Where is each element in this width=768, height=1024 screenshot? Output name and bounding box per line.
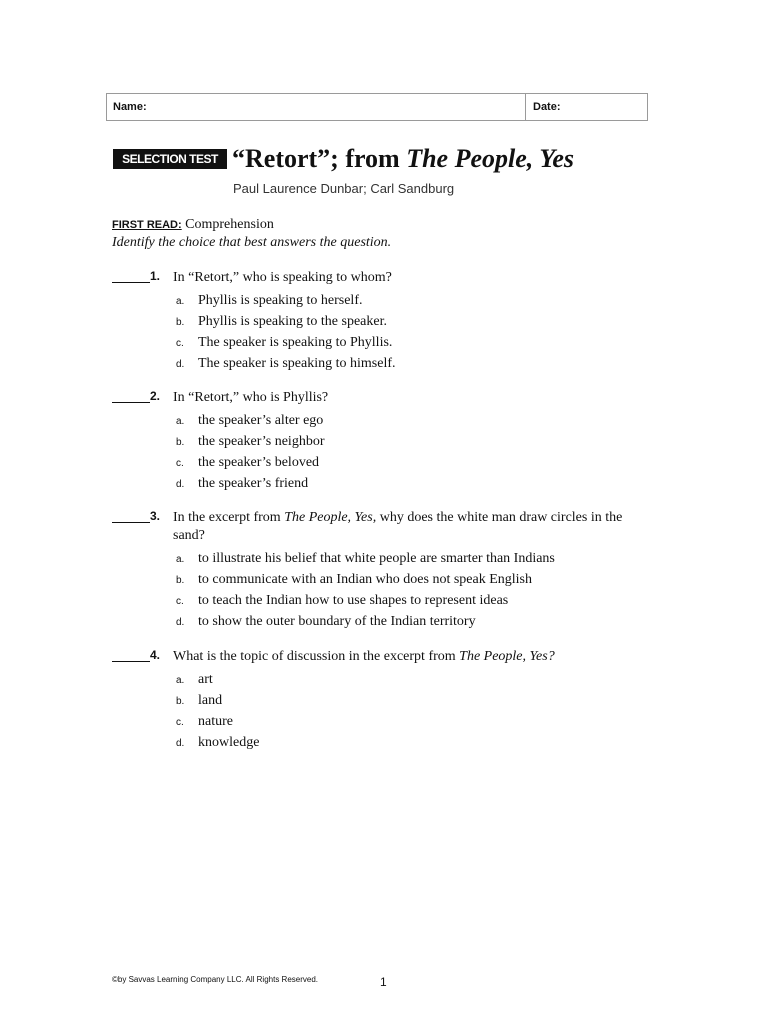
choice-d: [176, 614, 476, 630]
choice-letter: b.: [176, 696, 185, 707]
choice-text: knowledge: [198, 735, 260, 750]
choice-d: [176, 735, 259, 751]
choice-text: the speaker’s friend: [198, 476, 309, 491]
choice-letter: d.: [176, 359, 185, 370]
question-text-italic: The People, Yes,: [284, 510, 377, 525]
choice-letter: a.: [176, 416, 185, 427]
choice-a: [176, 413, 323, 429]
choice-c: [176, 335, 392, 351]
choice-b: [176, 434, 324, 450]
choice-d: [176, 476, 308, 492]
question-number: 1.: [150, 269, 161, 283]
choice-b: [176, 314, 387, 330]
question-text-after: why does the white man draw circles in the sand?: [173, 510, 623, 543]
page-number: 1: [380, 975, 387, 989]
title-part-1: “Retort”; from: [232, 144, 407, 173]
choice-b: [176, 572, 532, 588]
question-text: [173, 648, 643, 666]
name-date-header: [106, 93, 648, 121]
choice-text: nature: [198, 714, 233, 729]
choice-a: [176, 551, 555, 567]
choice-text: the speaker’s neighbor: [198, 434, 325, 449]
choice-letter: b.: [176, 575, 185, 586]
question-text-before: In the excerpt from: [173, 510, 285, 525]
choice-text: Phyllis is speaking to herself.: [198, 293, 363, 308]
choice-c: [176, 455, 319, 471]
question-text: In “Retort,” who is Phyllis?: [173, 390, 329, 405]
choice-letter: c.: [176, 596, 184, 607]
answer-blank[interactable]: [112, 282, 150, 283]
instructions: Identify the choice that best answers the question.: [112, 235, 392, 250]
choice-text: to show the outer boundary of the Indian territory: [198, 614, 476, 629]
question-text-before: What is the topic of discussion in the excerpt from: [173, 649, 460, 664]
answer-blank[interactable]: [112, 661, 150, 662]
choice-letter: a.: [176, 554, 185, 565]
choice-text: art: [198, 672, 213, 687]
choice-b: [176, 693, 222, 709]
section-label: FIRST READ:: [112, 219, 182, 231]
choice-a: [176, 293, 363, 309]
question-number: 3.: [150, 509, 161, 523]
question-number: 2.: [150, 389, 161, 403]
choice-d: [176, 356, 396, 372]
answer-blank[interactable]: [112, 522, 150, 523]
copyright-notice: ©by Savvas Learning Company LLC. All Rights Reserved.: [112, 975, 318, 984]
choice-text: land: [198, 693, 223, 708]
choice-text: to teach the Indian how to use shapes to represent ideas: [198, 593, 509, 608]
header-divider: [525, 94, 526, 120]
choice-letter: d.: [176, 617, 185, 628]
choice-c: [176, 714, 233, 730]
choice-letter: d.: [176, 479, 185, 490]
choice-text: the speaker’s beloved: [198, 455, 320, 470]
authors: Paul Laurence Dunbar; Carl Sandburg: [233, 181, 455, 196]
choice-letter: d.: [176, 738, 185, 749]
answer-blank[interactable]: [112, 402, 150, 403]
choice-letter: b.: [176, 437, 185, 448]
question-text-italic: The People, Yes?: [459, 649, 555, 664]
section-topic: Comprehension: [185, 217, 274, 232]
section-heading: [112, 217, 274, 233]
choice-c: [176, 593, 508, 609]
choice-letter: a.: [176, 296, 185, 307]
choice-letter: c.: [176, 338, 184, 349]
choice-letter: b.: [176, 317, 185, 328]
question-text: [173, 509, 643, 545]
choice-text: to illustrate his belief that white people are smarter than Indians: [198, 551, 555, 566]
choice-letter: c.: [176, 458, 184, 469]
page-title: [232, 144, 574, 174]
choice-letter: a.: [176, 675, 185, 686]
choice-text: the speaker’s alter ego: [198, 413, 324, 428]
choice-text: Phyllis is speaking to the speaker.: [198, 314, 387, 329]
title-part-2: The People, Yes: [406, 144, 574, 173]
choice-a: [176, 672, 213, 688]
choice-text: The speaker is speaking to himself.: [198, 356, 396, 371]
question-number: 4.: [150, 648, 161, 662]
choice-text: to communicate with an Indian who does not speak English: [198, 572, 532, 587]
selection-test-badge: SELECTION TEST: [113, 149, 227, 169]
date-label: Date:: [533, 101, 561, 113]
question-text: In “Retort,” who is speaking to whom?: [173, 270, 392, 285]
choice-text: The speaker is speaking to Phyllis.: [198, 335, 393, 350]
name-label: Name:: [113, 101, 147, 113]
choice-letter: c.: [176, 717, 184, 728]
